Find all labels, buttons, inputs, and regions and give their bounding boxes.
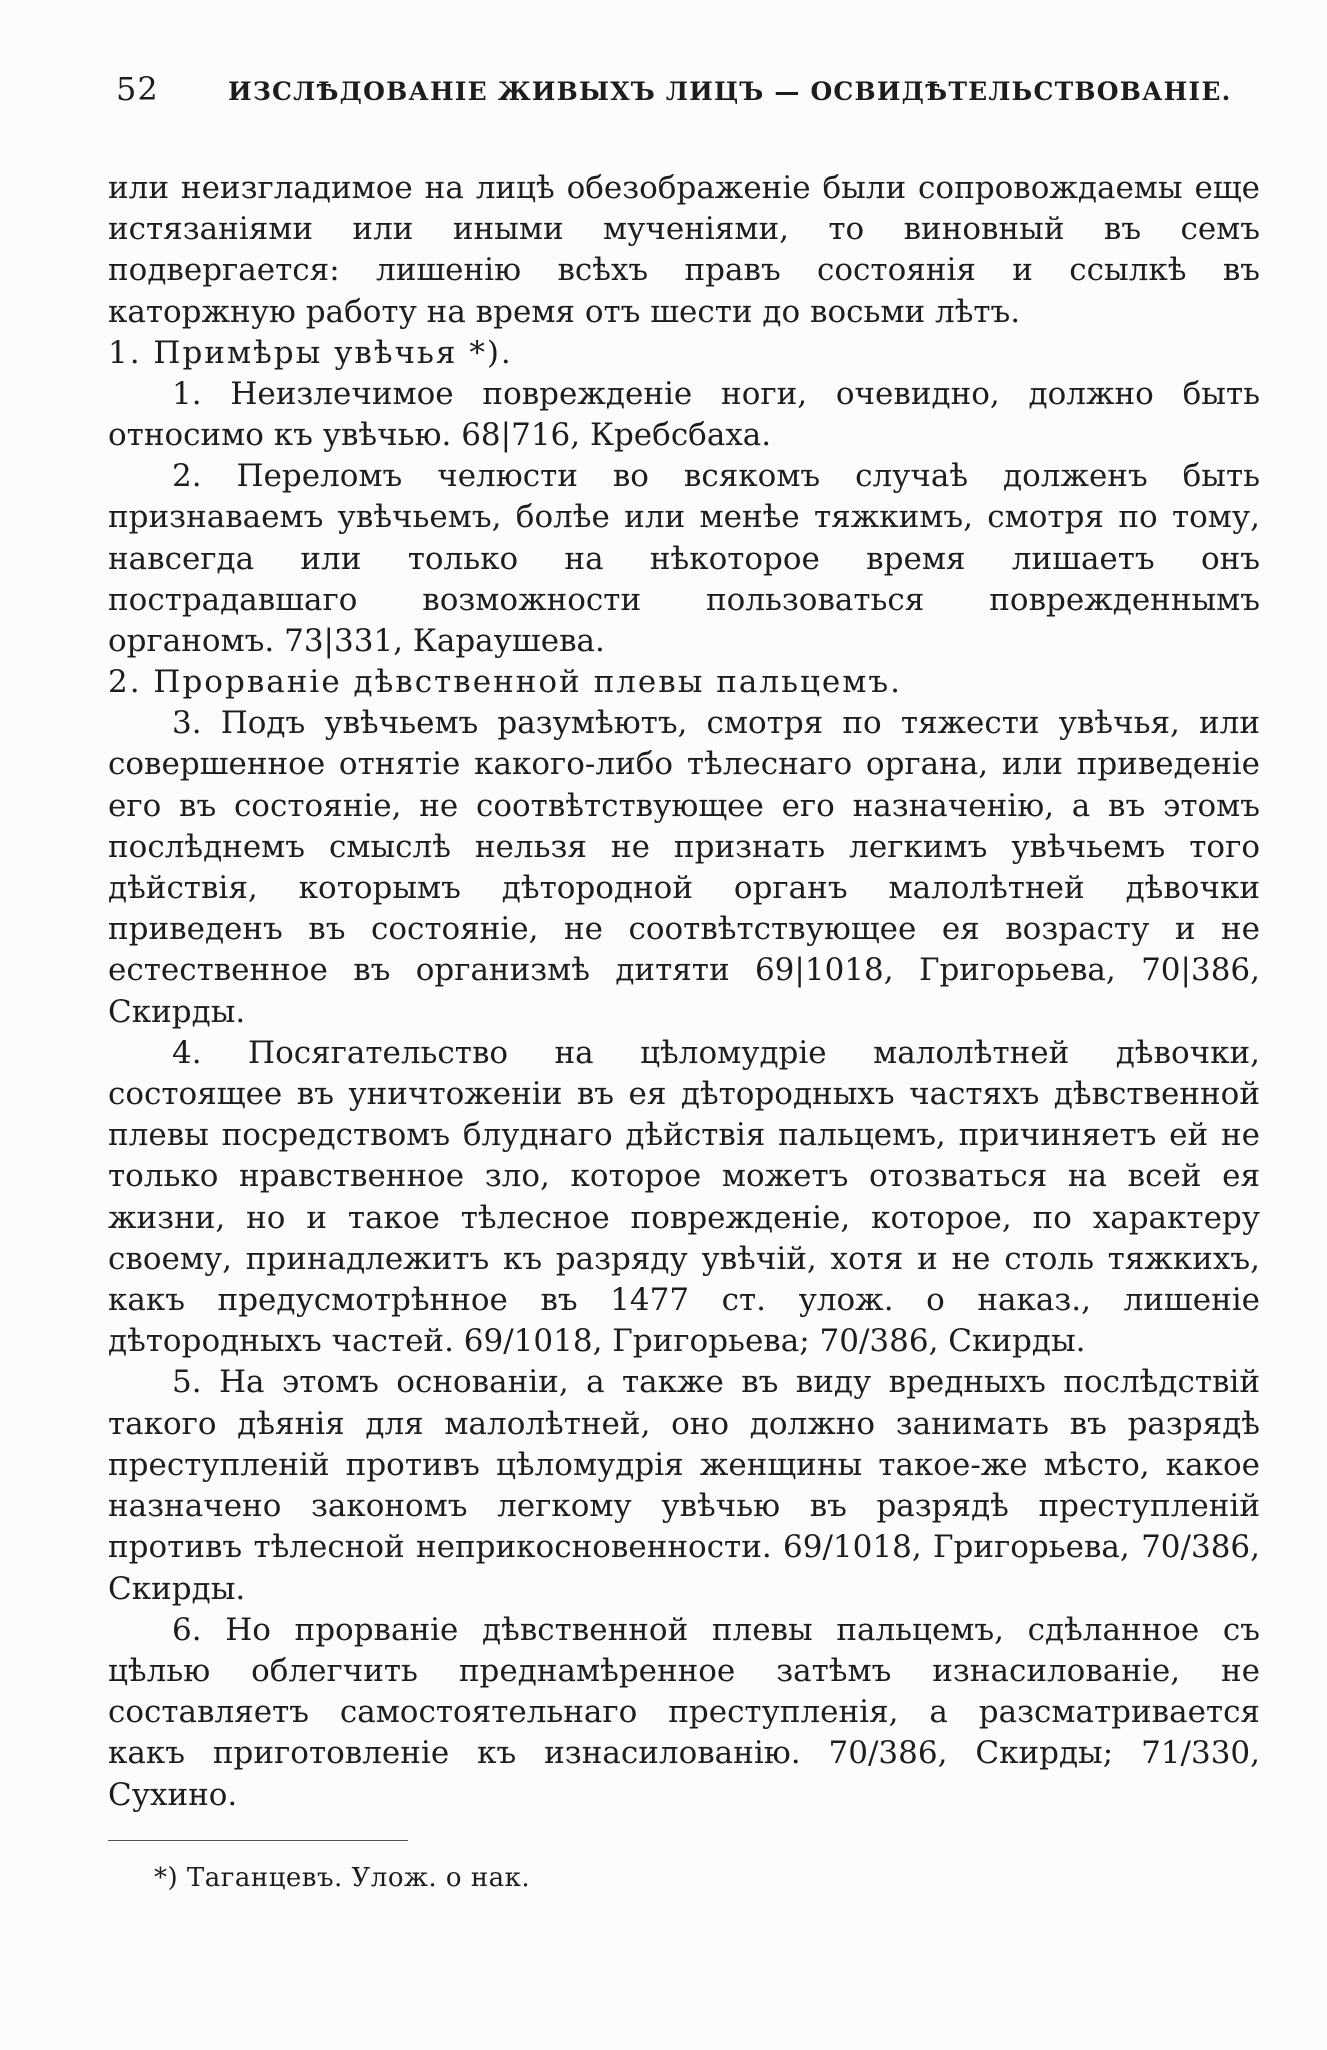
body-text (108, 168, 1260, 1816)
footnote: *) Таганцевъ. Улож. о нак. (154, 1862, 531, 1893)
paragraph-4: 4. Посягательство на цѣломудріе малолѣтней дѣвочки, состоящее въ уничтоженіи въ ея дѣтородныхъ частяхъ дѣвственной плевы посредствомъ блуднаго дѣйствія пальцемъ, причиняетъ ей не только нравственное зло, которое можетъ отозваться на всей ея жизни, но и такое тѣлесное поврежденіе, которое, по характеру своему, принадлежитъ къ разряду увѣчій, хотя и не столь тяжкихъ, какъ предусмотрѣнное въ 1477 ст. улож. о наказ., лишеніе дѣтородныхъ частей. 69/1018, Григорьева; 70/386, Скирды. (108, 1034, 1260, 1360)
paragraph-5: 5. На этомъ основаніи, а также въ виду вредныхъ послѣдствій такого дѣянія для малолѣтней, оно должно занимать въ разрядѣ преступленій противъ цѣломудрія женщины такое-же мѣсто, какое назначено закономъ легкому увѣчью въ разрядѣ преступленій противъ тѣлесной неприкосновенности. 69/1018, Григорьева, 70/386, Скирды. (108, 1364, 1260, 1607)
paragraph-3: 3. Подъ увѣчьемъ разумѣютъ, смотря по тяжести увѣчья, или совершенное отнятіе какого-либо тѣлеснаго органа, или приведеніе его въ состояніе, не соотвѣтствующее его назначенію, а въ этомъ послѣднемъ смыслѣ нельзя не признать легкимъ увѣчьемъ того дѣйствія, которымъ дѣтородной органъ малолѣтней дѣвочки приведенъ въ состояніе, не соотвѣтствующее ея возрасту и не естественное въ организмѣ дитяти 69|1018, Григорьева, 70|386, Скирды. (108, 705, 1260, 1030)
running-head (108, 70, 1260, 122)
intro-paragraph: или неизгладимое на лицѣ обезображеніе были сопровождаемы еще истязаніями или иными мученіями, то виновный въ семъ подвергается: лишенію всѣхъ правъ состоянія и ссылкѣ въ каторжную работу на время отъ шести до восьми лѣтъ. (108, 170, 1260, 330)
footnote-divider (108, 1840, 408, 1841)
running-head-title: ИЗСЛѢДОВАНІЕ ЖИВЫХЪ ЛИЦЪ — ОСВИДѢТЕЛЬСТВОВАНІЕ. (228, 77, 1232, 106)
section-heading-2: 2. Прорваніе дѣвственной плевы пальцемъ. (108, 664, 902, 701)
book-page (108, 70, 1260, 1893)
paragraph-6: 6. Но прорваніе дѣвственной плевы пальцемъ, сдѣланное съ цѣлью облегчить преднамѣренное затѣмъ изнасилованіе, не составляетъ самостоятельнаго преступленія, а разсматривается какъ приготовленіе къ изнасилованію. 70/386, Скирды; 71/330, Сухино. (108, 1611, 1260, 1813)
paragraph-2: 2. Переломъ челюсти во всякомъ случаѣ долженъ быть признаваемъ увѣчьемъ, болѣе или менѣе тяжкимъ, смотря по тому, навсегда или только на нѣкоторое время лишаетъ онъ пострадавшаго возможности пользоваться поврежденнымъ органомъ. 73|331, Караушева. (108, 458, 1260, 660)
page-number: 52 (116, 70, 159, 108)
paragraph-1: 1. Неизлечимое поврежденіе ноги, очевидно, должно быть относимо къ увѣчью. 68|716, Кребсбаха. (108, 375, 1260, 454)
section-heading-1: 1. Примѣры увѣчья *). (108, 334, 513, 371)
